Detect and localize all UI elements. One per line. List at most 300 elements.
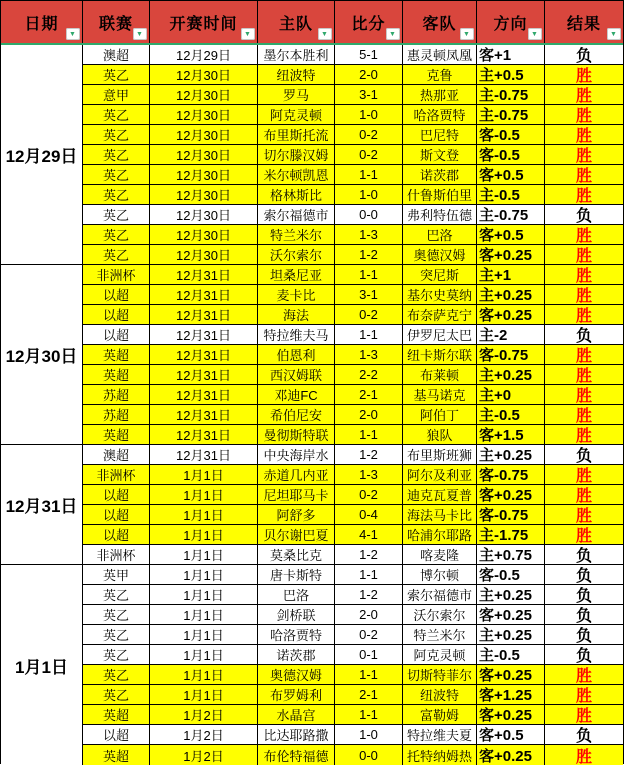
cell-result[interactable]: 胜 bbox=[545, 285, 623, 305]
cell-time[interactable]: 12月30日 bbox=[150, 225, 258, 245]
cell-score[interactable]: 0-4 bbox=[335, 505, 403, 525]
cell-direction[interactable]: 客+0.5 bbox=[477, 725, 545, 745]
cell-result[interactable]: 胜 bbox=[575, 748, 592, 765]
cell-direction[interactable]: 主-0.75 bbox=[477, 85, 545, 105]
cell-away[interactable]: 惠灵顿凤凰 bbox=[403, 45, 477, 65]
cell-result[interactable]: 负 bbox=[545, 585, 623, 605]
filter-dropdown-icon[interactable]: ▼ bbox=[460, 28, 474, 40]
filter-dropdown-icon[interactable]: ▼ bbox=[66, 28, 80, 40]
match-row bbox=[83, 525, 623, 545]
cell-result[interactable]: 胜 bbox=[545, 125, 623, 145]
cell-result[interactable]: 胜 bbox=[545, 405, 623, 425]
cell-league[interactable]: 以超 bbox=[83, 505, 150, 525]
cell-away[interactable]: 什鲁斯伯里 bbox=[403, 185, 477, 205]
header-label-away-team: 客队 bbox=[422, 15, 457, 33]
cell-time[interactable]: 1月2日 bbox=[150, 745, 258, 765]
cell-direction[interactable]: 客-0.5 bbox=[477, 125, 545, 145]
cell-away[interactable]: 弗利特伍德 bbox=[403, 205, 477, 225]
cell-time[interactable]: 1月1日 bbox=[150, 665, 258, 685]
cell-home[interactable]: 坦桑尼亚 bbox=[258, 265, 335, 285]
cell-time[interactable]: 12月30日 bbox=[150, 185, 258, 205]
cell-away[interactable]: 迪克瓦夏普 bbox=[403, 485, 477, 505]
cell-direction[interactable]: 主+0.25 bbox=[477, 285, 545, 305]
cell-result[interactable]: 胜 bbox=[545, 665, 623, 685]
cell-time[interactable]: 1月1日 bbox=[150, 685, 258, 705]
cell-result[interactable]: 胜 bbox=[545, 145, 623, 165]
cell-league[interactable]: 英乙 bbox=[83, 685, 150, 705]
cell-score[interactable]: 1-3 bbox=[335, 225, 403, 245]
cell-result[interactable]: 胜 bbox=[545, 485, 623, 505]
cell-league[interactable]: 英乙 bbox=[83, 165, 150, 185]
cell-away[interactable]: 伊罗尼太巴 bbox=[403, 325, 477, 345]
cell-time[interactable]: 12月30日 bbox=[150, 245, 258, 265]
cell-score[interactable]: 0-2 bbox=[335, 145, 403, 165]
cell-result[interactable]: 负 bbox=[545, 325, 623, 345]
cell-result[interactable]: 胜 bbox=[545, 185, 623, 205]
match-row bbox=[83, 685, 623, 705]
cell-result[interactable]: 胜 bbox=[545, 305, 623, 325]
cell-direction[interactable]: 客-0.75 bbox=[477, 465, 545, 485]
cell-away[interactable]: 纽波特 bbox=[403, 685, 477, 705]
cell-away[interactable]: 沃尔索尔 bbox=[403, 605, 477, 625]
date-group-cell[interactable]: 12月29日 bbox=[1, 45, 83, 265]
cell-time[interactable]: 1月1日 bbox=[150, 465, 258, 485]
cell-league[interactable]: 苏超 bbox=[83, 385, 150, 405]
cell-home[interactable]: 格林斯比 bbox=[258, 185, 335, 205]
cell-direction[interactable]: 客-0.75 bbox=[477, 345, 545, 365]
cell-league[interactable]: 英乙 bbox=[83, 625, 150, 645]
cell-away[interactable]: 布里斯班狮 bbox=[403, 445, 477, 465]
cell-home[interactable]: 阿舒多 bbox=[258, 505, 335, 525]
cell-result[interactable]: 负 bbox=[545, 565, 623, 585]
cell-result[interactable]: 负 bbox=[545, 205, 623, 225]
cell-direction[interactable]: 主+0.25 bbox=[477, 585, 545, 605]
cell-league[interactable]: 意甲 bbox=[83, 85, 150, 105]
cell-result[interactable]: 胜 bbox=[545, 105, 623, 125]
cell-league[interactable]: 苏超 bbox=[83, 405, 150, 425]
match-row bbox=[83, 145, 623, 165]
match-row bbox=[83, 505, 623, 525]
cell-home[interactable]: 尼坦耶马卡 bbox=[258, 485, 335, 505]
cell-away[interactable]: 富勒姆 bbox=[403, 705, 477, 725]
cell-away[interactable]: 巴洛 bbox=[403, 225, 477, 245]
cell-away[interactable]: 特拉维夫夏 bbox=[403, 725, 477, 745]
cell-score[interactable]: 2-0 bbox=[335, 605, 403, 625]
cell-result[interactable]: 胜 bbox=[545, 385, 623, 405]
cell-time[interactable]: 1月1日 bbox=[150, 585, 258, 605]
cell-time[interactable]: 12月31日 bbox=[150, 285, 258, 305]
cell-result[interactable]: 负 bbox=[545, 605, 623, 625]
cell-home[interactable]: 布罗姆利 bbox=[258, 685, 335, 705]
cell-time[interactable]: 1月1日 bbox=[150, 605, 258, 625]
cell-score[interactable]: 5-1 bbox=[335, 45, 403, 65]
date-group bbox=[1, 445, 623, 565]
match-row bbox=[83, 445, 623, 465]
cell-home[interactable]: 阿克灵顿 bbox=[258, 105, 335, 125]
cell-home[interactable]: 诺茨郡 bbox=[258, 645, 335, 665]
cell-score[interactable]: 1-0 bbox=[335, 725, 403, 745]
cell-score[interactable]: 1-1 bbox=[335, 665, 403, 685]
cell-result[interactable]: 负 bbox=[545, 725, 623, 745]
cell-direction[interactable]: 客-0.5 bbox=[477, 145, 545, 165]
cell-result[interactable]: 胜 bbox=[545, 685, 623, 705]
header-cell-date[interactable] bbox=[1, 1, 83, 43]
cell-time[interactable]: 1月1日 bbox=[150, 645, 258, 665]
cell-away[interactable]: 巴尼特 bbox=[403, 125, 477, 145]
cell-league[interactable]: 英乙 bbox=[83, 585, 150, 605]
match-row bbox=[83, 365, 623, 385]
cell-league[interactable]: 澳超 bbox=[83, 445, 150, 465]
cell-time[interactable]: 12月31日 bbox=[150, 425, 258, 445]
cell-result[interactable]: 胜 bbox=[545, 225, 623, 245]
cell-result[interactable]: 胜 bbox=[545, 505, 623, 525]
cell-time[interactable]: 1月1日 bbox=[150, 625, 258, 645]
cell-time[interactable]: 1月2日 bbox=[150, 725, 258, 745]
cell-direction[interactable]: 客+0.5 bbox=[477, 165, 545, 185]
cell-league[interactable]: 英乙 bbox=[83, 185, 150, 205]
cell-league[interactable]: 以超 bbox=[83, 285, 150, 305]
cell-time[interactable]: 12月29日 bbox=[150, 45, 258, 65]
cell-score[interactable]: 2-1 bbox=[335, 385, 403, 405]
cell-result[interactable]: 负 bbox=[545, 545, 623, 565]
header-cell-direction[interactable] bbox=[477, 1, 545, 43]
match-row bbox=[83, 485, 623, 505]
cell-home[interactable]: 哈洛贾特 bbox=[258, 625, 335, 645]
cell-league[interactable]: 澳超 bbox=[83, 45, 150, 65]
cell-score[interactable]: 0-2 bbox=[335, 305, 403, 325]
cell-score[interactable]: 1-1 bbox=[335, 425, 403, 445]
cell-home[interactable]: 特兰米尔 bbox=[258, 225, 335, 245]
cell-score[interactable]: 1-3 bbox=[335, 465, 403, 485]
cell-league[interactable]: 以超 bbox=[83, 485, 150, 505]
cell-league[interactable]: 英乙 bbox=[83, 105, 150, 125]
cell-league[interactable]: 非洲杯 bbox=[83, 265, 150, 285]
cell-direction[interactable]: 客+0.5 bbox=[477, 225, 545, 245]
cell-score[interactable]: 0-2 bbox=[335, 125, 403, 145]
cell-result[interactable]: 负 bbox=[545, 445, 623, 465]
cell-direction[interactable]: 主+0.25 bbox=[477, 365, 545, 385]
cell-score[interactable]: 1-0 bbox=[335, 105, 403, 125]
cell-home[interactable]: 希伯尼安 bbox=[258, 405, 335, 425]
cell-direction[interactable]: 客+0.25 bbox=[477, 485, 545, 505]
cell-time[interactable]: 1月2日 bbox=[150, 705, 258, 725]
cell-time[interactable]: 12月30日 bbox=[150, 205, 258, 225]
date-group-rows bbox=[83, 265, 623, 445]
cell-direction[interactable]: 主-2 bbox=[477, 325, 545, 345]
cell-league[interactable]: 英乙 bbox=[83, 605, 150, 625]
cell-result[interactable]: 胜 bbox=[545, 345, 623, 365]
cell-league[interactable]: 英乙 bbox=[83, 665, 150, 685]
cell-score[interactable]: 1-1 bbox=[335, 565, 403, 585]
cell-league[interactable]: 以超 bbox=[83, 325, 150, 345]
date-group-rows bbox=[83, 445, 623, 565]
cell-home[interactable]: 米尔顿凯恩 bbox=[258, 165, 335, 185]
cell-league[interactable]: 以超 bbox=[83, 305, 150, 325]
cell-time[interactable]: 12月30日 bbox=[150, 125, 258, 145]
cell-league[interactable]: 英超 bbox=[83, 345, 150, 365]
cell-away[interactable]: 基尔史莫纳 bbox=[403, 285, 477, 305]
cell-away[interactable]: 纽卡斯尔联 bbox=[403, 345, 477, 365]
cell-result[interactable]: 胜 bbox=[545, 705, 623, 725]
cell-result[interactable]: 负 bbox=[545, 45, 623, 65]
cell-direction[interactable]: 客+0.25 bbox=[477, 665, 545, 685]
match-row bbox=[83, 225, 623, 245]
cell-away[interactable]: 克鲁 bbox=[403, 65, 477, 85]
cell-league[interactable]: 英乙 bbox=[83, 65, 150, 85]
date-group bbox=[1, 265, 623, 445]
cell-home[interactable]: 特拉维夫马 bbox=[258, 325, 335, 345]
filter-dropdown-icon[interactable]: ▼ bbox=[133, 28, 147, 40]
cell-score[interactable]: 1-2 bbox=[335, 545, 403, 565]
match-row bbox=[83, 625, 623, 645]
cell-away[interactable]: 热那亚 bbox=[403, 85, 477, 105]
cell-home[interactable]: 西汉姆联 bbox=[258, 365, 335, 385]
cell-away[interactable]: 阿克灵顿 bbox=[403, 645, 477, 665]
date-group-rows bbox=[83, 565, 623, 765]
cell-direction[interactable]: 主-0.75 bbox=[477, 105, 545, 125]
cell-league[interactable]: 英乙 bbox=[83, 145, 150, 165]
cell-away[interactable]: 奥德汉姆 bbox=[403, 245, 477, 265]
cell-time[interactable]: 12月31日 bbox=[150, 305, 258, 325]
cell-direction[interactable]: 客+1.25 bbox=[477, 685, 545, 705]
cell-away[interactable]: 基马诺克 bbox=[403, 385, 477, 405]
cell-away[interactable]: 狼队 bbox=[403, 425, 477, 445]
cell-result[interactable]: 胜 bbox=[545, 85, 623, 105]
cell-direction[interactable]: 客+0.25 bbox=[477, 305, 545, 325]
cell-away[interactable]: 布奈萨克宁 bbox=[403, 305, 477, 325]
cell-home[interactable]: 剑桥联 bbox=[258, 605, 335, 625]
cell-home[interactable]: 麦卡比 bbox=[258, 285, 335, 305]
date-group-cell[interactable]: 1月1日 bbox=[1, 565, 83, 765]
cell-home[interactable]: 比达耶路撒 bbox=[258, 725, 335, 745]
cell-direction[interactable]: 客+1.5 bbox=[477, 425, 545, 445]
cell-time[interactable]: 12月31日 bbox=[150, 365, 258, 385]
header-cell-kickoff-time[interactable] bbox=[150, 1, 258, 43]
cell-home[interactable]: 沃尔索尔 bbox=[258, 245, 335, 265]
cell-time[interactable]: 12月31日 bbox=[150, 325, 258, 345]
cell-time[interactable]: 12月30日 bbox=[150, 85, 258, 105]
date-group-cell[interactable]: 12月30日 bbox=[1, 265, 83, 445]
cell-direction[interactable]: 客+0.25 bbox=[477, 745, 545, 765]
cell-time[interactable]: 12月31日 bbox=[150, 345, 258, 365]
cell-score[interactable]: 2-0 bbox=[335, 65, 403, 85]
cell-direction[interactable]: 主+0.75 bbox=[477, 545, 545, 565]
cell-home[interactable]: 曼彻斯特联 bbox=[258, 425, 335, 445]
cell-away[interactable]: 特兰米尔 bbox=[403, 625, 477, 645]
cell-home[interactable]: 巴洛 bbox=[258, 585, 335, 605]
cell-away[interactable]: 切斯特菲尔 bbox=[403, 665, 477, 685]
cell-result[interactable]: 胜 bbox=[545, 465, 623, 485]
cell-result[interactable]: 胜 bbox=[545, 365, 623, 385]
cell-direction[interactable]: 客-0.75 bbox=[477, 505, 545, 525]
cell-away[interactable]: 博尔顿 bbox=[403, 565, 477, 585]
cell-direction[interactable]: 客+0.25 bbox=[477, 605, 545, 625]
cell-time[interactable]: 12月30日 bbox=[150, 105, 258, 125]
cell-score[interactable]: 1-2 bbox=[335, 445, 403, 465]
header-cell-home-team[interactable] bbox=[258, 1, 335, 43]
cell-home[interactable]: 莫桑比克 bbox=[258, 545, 335, 565]
cell-league[interactable]: 英超 bbox=[83, 745, 150, 765]
header-cell-league[interactable] bbox=[83, 1, 150, 43]
header-cell-away-team[interactable] bbox=[403, 1, 477, 43]
cell-time[interactable]: 12月30日 bbox=[150, 145, 258, 165]
cell-league[interactable]: 英甲 bbox=[83, 565, 150, 585]
cell-score[interactable]: 4-1 bbox=[335, 525, 403, 545]
cell-score[interactable]: 1-1 bbox=[335, 265, 403, 285]
cell-score[interactable]: 1-1 bbox=[335, 705, 403, 725]
cell-direction[interactable]: 主-0.75 bbox=[477, 205, 545, 225]
cell-home[interactable]: 海法 bbox=[258, 305, 335, 325]
cell-direction[interactable]: 主-0.5 bbox=[477, 645, 545, 665]
cell-away[interactable]: 斯文登 bbox=[403, 145, 477, 165]
cell-league[interactable]: 英超 bbox=[83, 425, 150, 445]
cell-score[interactable]: 0-0 bbox=[335, 205, 403, 225]
cell-time[interactable]: 12月31日 bbox=[150, 445, 258, 465]
match-row bbox=[83, 305, 623, 325]
cell-away[interactable]: 阿尔及利亚 bbox=[403, 465, 477, 485]
cell-home[interactable]: 罗马 bbox=[258, 85, 335, 105]
cell-time[interactable]: 1月1日 bbox=[150, 545, 258, 565]
cell-league[interactable]: 非洲杯 bbox=[83, 545, 150, 565]
match-row bbox=[83, 645, 623, 665]
cell-direction[interactable]: 主-0.5 bbox=[477, 185, 545, 205]
cell-score[interactable]: 2-2 bbox=[335, 365, 403, 385]
cell-home[interactable]: 切尔滕汉姆 bbox=[258, 145, 335, 165]
cell-direction[interactable]: 客+0.25 bbox=[477, 245, 545, 265]
match-row bbox=[83, 165, 623, 185]
match-row bbox=[83, 325, 623, 345]
cell-league[interactable]: 英乙 bbox=[83, 205, 150, 225]
cell-home[interactable]: 唐卡斯特 bbox=[258, 565, 335, 585]
cell-away[interactable]: 哈浦尔耶路 bbox=[403, 525, 477, 545]
cell-league[interactable]: 以超 bbox=[83, 525, 150, 545]
cell-score[interactable]: 1-1 bbox=[335, 325, 403, 345]
table-body bbox=[1, 45, 623, 765]
cell-score[interactable]: 2-0 bbox=[335, 405, 403, 425]
cell-time[interactable]: 12月30日 bbox=[150, 65, 258, 85]
cell-home[interactable]: 墨尔本胜利 bbox=[258, 45, 335, 65]
filter-dropdown-icon[interactable]: ▼ bbox=[528, 28, 542, 40]
cell-home[interactable]: 布伦特福德 bbox=[258, 745, 335, 765]
header-label-date: 日期 bbox=[24, 15, 59, 33]
cell-league[interactable]: 英乙 bbox=[83, 645, 150, 665]
cell-league[interactable]: 英超 bbox=[83, 705, 150, 725]
cell-direction[interactable]: 主+0.25 bbox=[477, 625, 545, 645]
cell-result[interactable]: 胜 bbox=[545, 265, 623, 285]
cell-league[interactable]: 英乙 bbox=[83, 245, 150, 265]
cell-score[interactable]: 0-0 bbox=[335, 745, 403, 765]
date-group bbox=[1, 565, 623, 765]
cell-league[interactable]: 英超 bbox=[83, 365, 150, 385]
cell-score[interactable]: 0-2 bbox=[335, 485, 403, 505]
cell-time[interactable]: 12月31日 bbox=[150, 265, 258, 285]
cell-away[interactable]: 阿伯丁 bbox=[403, 405, 477, 425]
header-cell-result[interactable] bbox=[545, 1, 623, 43]
cell-direction[interactable]: 客-0.5 bbox=[477, 565, 545, 585]
filter-dropdown-icon[interactable]: ▼ bbox=[241, 28, 255, 40]
cell-home[interactable]: 赤道几内亚 bbox=[258, 465, 335, 485]
cell-direction[interactable]: 主+0.5 bbox=[477, 65, 545, 85]
cell-direction[interactable]: 主+0 bbox=[477, 385, 545, 405]
header-label-home-team: 主队 bbox=[278, 15, 313, 33]
cell-away[interactable]: 索尔福德市 bbox=[403, 585, 477, 605]
cell-score[interactable]: 1-2 bbox=[335, 585, 403, 605]
cell-score[interactable]: 1-1 bbox=[335, 165, 403, 185]
match-row bbox=[83, 725, 623, 745]
cell-home[interactable]: 布里斯托流 bbox=[258, 125, 335, 145]
cell-league[interactable]: 非洲杯 bbox=[83, 465, 150, 485]
header-label-direction: 方向 bbox=[493, 15, 528, 33]
cell-time[interactable]: 12月31日 bbox=[150, 405, 258, 425]
cell-direction[interactable]: 客+1 bbox=[477, 45, 545, 65]
cell-direction[interactable]: 主+0.25 bbox=[477, 445, 545, 465]
match-row bbox=[83, 385, 623, 405]
cell-home[interactable]: 贝尔谢巴夏 bbox=[258, 525, 335, 545]
cell-score[interactable]: 3-1 bbox=[335, 85, 403, 105]
cell-score[interactable]: 3-1 bbox=[335, 285, 403, 305]
cell-away[interactable]: 诺茨郡 bbox=[403, 165, 477, 185]
filter-dropdown-icon[interactable]: ▼ bbox=[607, 28, 621, 40]
cell-result[interactable]: 胜 bbox=[545, 425, 623, 445]
cell-home[interactable]: 伯恩利 bbox=[258, 345, 335, 365]
cell-league[interactable]: 英乙 bbox=[83, 225, 150, 245]
cell-time[interactable]: 12月30日 bbox=[150, 165, 258, 185]
cell-away[interactable]: 海法马卡比 bbox=[403, 505, 477, 525]
cell-result[interactable]: 负 bbox=[545, 625, 623, 645]
cell-score[interactable]: 1-0 bbox=[335, 185, 403, 205]
cell-away[interactable]: 托特纳姆热 bbox=[403, 745, 477, 765]
cell-score[interactable]: 1-2 bbox=[335, 245, 403, 265]
cell-league[interactable]: 以超 bbox=[83, 725, 150, 745]
cell-time[interactable]: 1月1日 bbox=[150, 505, 258, 525]
cell-score[interactable]: 0-2 bbox=[335, 625, 403, 645]
cell-home[interactable]: 奥德汉姆 bbox=[258, 665, 335, 685]
match-row bbox=[83, 265, 623, 285]
cell-direction[interactable]: 客+0.25 bbox=[477, 705, 545, 725]
filter-dropdown-icon[interactable]: ▼ bbox=[318, 28, 332, 40]
cell-away[interactable]: 哈洛贾特 bbox=[403, 105, 477, 125]
cell-away[interactable]: 突尼斯 bbox=[403, 265, 477, 285]
cell-time[interactable]: 1月1日 bbox=[150, 565, 258, 585]
header-cell-score[interactable] bbox=[335, 1, 403, 43]
cell-result[interactable]: 胜 bbox=[545, 525, 623, 545]
cell-time[interactable]: 1月1日 bbox=[150, 485, 258, 505]
cell-away[interactable]: 布莱顿 bbox=[403, 365, 477, 385]
cell-home[interactable]: 水晶宫 bbox=[258, 705, 335, 725]
cell-away[interactable]: 喀麦隆 bbox=[403, 545, 477, 565]
cell-result[interactable]: 负 bbox=[545, 645, 623, 665]
cell-result[interactable]: 胜 bbox=[545, 165, 623, 185]
cell-result[interactable]: 胜 bbox=[545, 245, 623, 265]
cell-home[interactable]: 纽波特 bbox=[258, 65, 335, 85]
cell-league[interactable]: 英乙 bbox=[83, 125, 150, 145]
cell-direction[interactable]: 主-1.75 bbox=[477, 525, 545, 545]
cell-home[interactable]: 索尔福德市 bbox=[258, 205, 335, 225]
cell-time[interactable]: 12月31日 bbox=[150, 385, 258, 405]
cell-direction[interactable]: 主-0.5 bbox=[477, 405, 545, 425]
filter-dropdown-icon[interactable]: ▼ bbox=[386, 28, 400, 40]
cell-score[interactable]: 0-1 bbox=[335, 645, 403, 665]
cell-home[interactable]: 邓迪FC bbox=[258, 385, 335, 405]
cell-direction[interactable]: 主+1 bbox=[477, 265, 545, 285]
cell-score[interactable]: 1-3 bbox=[335, 345, 403, 365]
cell-result[interactable]: 胜 bbox=[545, 65, 623, 85]
date-group-cell[interactable]: 12月31日 bbox=[1, 445, 83, 565]
cell-score[interactable]: 2-1 bbox=[335, 685, 403, 705]
cell-home[interactable]: 中央海岸水 bbox=[258, 445, 335, 465]
match-row bbox=[83, 745, 623, 765]
cell-time[interactable]: 1月1日 bbox=[150, 525, 258, 545]
